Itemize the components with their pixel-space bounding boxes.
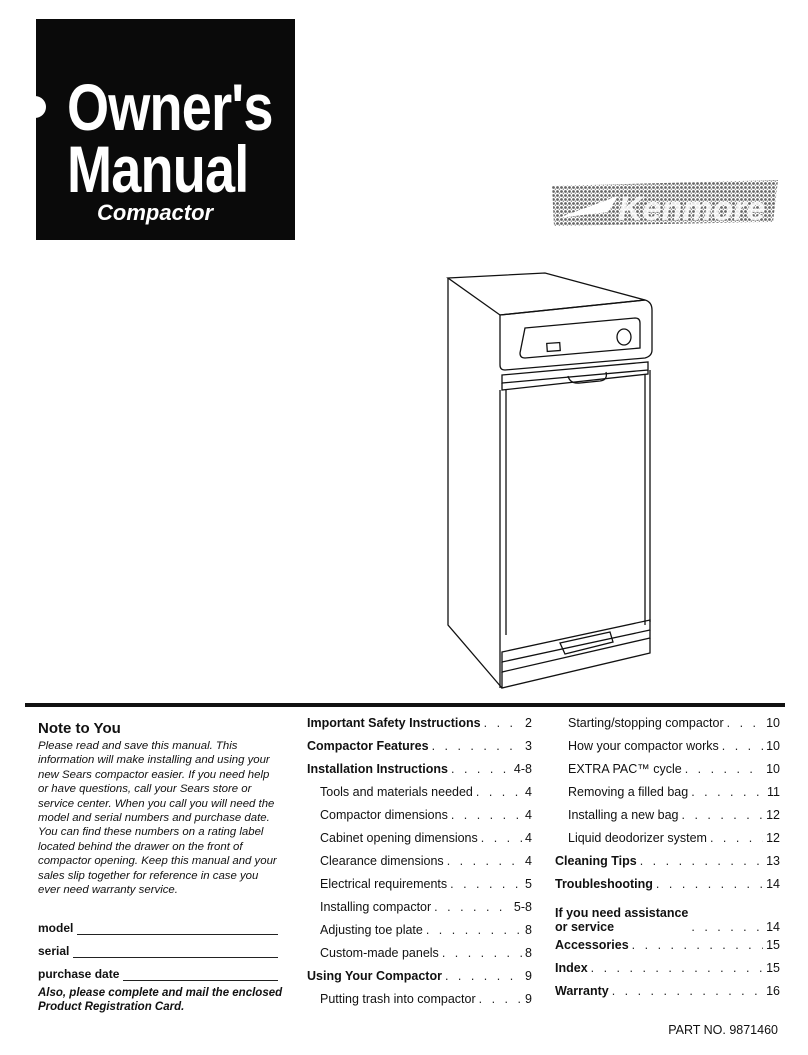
toc-entry[interactable] xyxy=(307,923,532,946)
toc-page: 16 xyxy=(766,984,780,998)
toc-page: 10 xyxy=(766,716,780,730)
toc-leader xyxy=(451,808,522,822)
toc-label: Clearance dimensions xyxy=(320,854,444,868)
toc-leader xyxy=(481,831,522,845)
toc-entry[interactable] xyxy=(307,877,532,900)
toc-page: 2 xyxy=(525,716,532,730)
note-title: Note to You xyxy=(38,720,121,737)
toc-leader xyxy=(632,938,763,952)
toc-leader xyxy=(691,920,763,934)
kenmore-logo-icon xyxy=(548,178,783,230)
toc-page: 15 xyxy=(766,938,780,952)
toc-label: Warranty xyxy=(555,984,609,998)
toc-page: 10 xyxy=(766,739,780,753)
toc-label: Installing compactor xyxy=(320,900,432,914)
note-section xyxy=(38,720,278,897)
toc-entry[interactable] xyxy=(555,716,780,739)
toc-label: Compactor Features xyxy=(307,739,429,753)
toc-label: Liquid deodorizer system xyxy=(568,831,707,845)
toc-leader xyxy=(451,762,511,776)
toc-entry[interactable] xyxy=(555,984,780,1007)
toc-leader xyxy=(476,785,522,799)
title-manual: Manual xyxy=(67,132,249,206)
toc-entry[interactable] xyxy=(307,946,532,969)
toc-label: Electrical requirements xyxy=(320,877,448,891)
toc-label: Index xyxy=(555,961,588,975)
toc-page: 4 xyxy=(525,854,532,868)
toc-page: 9 xyxy=(525,992,532,1006)
serial-field[interactable] xyxy=(38,935,278,958)
note-body: Please read and save this manual. This information will make installing and using your new Sears compactor easier. If you need help or have questions, call your Sears store or service center. When you call you will need the model and serial numbers and purchase date. You can find these numbers on a rating label located behind the drawer on the front of compactor opening. Keep this manual and your sales slip together for reference in case you ever need warranty service. xyxy=(38,740,277,897)
toc-label: Compactor dimensions xyxy=(320,808,448,822)
toc-label: Removing a filled bag xyxy=(568,785,689,799)
toc-label-line1: If you need assistance xyxy=(555,906,689,920)
toc-entry[interactable] xyxy=(307,739,532,762)
toc-leader xyxy=(727,716,763,730)
registration-fields xyxy=(38,912,278,981)
toc-page: 15 xyxy=(766,961,780,975)
toc-label: Using Your Compactor xyxy=(307,969,442,983)
toc-entry[interactable] xyxy=(555,961,780,984)
purchase-date-label: purchase date xyxy=(38,967,120,981)
toc-label: Custom-made panels xyxy=(320,946,439,960)
purchase-date-line[interactable] xyxy=(123,970,278,981)
toc-label: Tools and materials needed xyxy=(320,785,473,799)
toc-page: 4 xyxy=(525,785,532,799)
toc-leader xyxy=(722,739,763,753)
toc-label: Important Safety Instructions xyxy=(307,716,481,730)
toc-leader xyxy=(450,877,522,891)
toc-label: Adjusting toe plate xyxy=(320,923,423,937)
toc-entry[interactable] xyxy=(307,900,532,923)
toc-entry[interactable] xyxy=(555,739,780,762)
toc-page: 14 xyxy=(766,920,780,934)
title-notch-decoration xyxy=(28,96,46,118)
toc-label: Putting trash into compactor xyxy=(320,992,476,1006)
toc-label xyxy=(555,906,688,934)
toc-label: Starting/stopping compactor xyxy=(568,716,724,730)
toc-entry[interactable] xyxy=(307,992,532,1015)
toc-leader xyxy=(442,946,522,960)
toc-label: Cleaning Tips xyxy=(555,854,637,868)
toc-leader xyxy=(710,831,763,845)
toc-column-2 xyxy=(555,716,780,1007)
toc-leader xyxy=(656,877,763,891)
part-number: PART NO. 9871460 xyxy=(668,1023,778,1037)
toc-page: 12 xyxy=(766,808,780,822)
toc-label-line2: or service xyxy=(555,920,615,934)
toc-entry[interactable] xyxy=(555,831,780,854)
registration-reminder: Also, please complete and mail the enclosed Product Registration Card. xyxy=(38,987,283,1013)
purchase-date-field[interactable] xyxy=(38,958,278,981)
compactor-illustration xyxy=(440,270,660,690)
serial-line[interactable] xyxy=(73,947,278,958)
toc-page: 8 xyxy=(525,946,532,960)
toc-page: 14 xyxy=(766,877,780,891)
model-field[interactable] xyxy=(38,912,278,935)
toc-page: 3 xyxy=(525,739,532,753)
toc-entry[interactable] xyxy=(307,716,532,739)
toc-entry[interactable] xyxy=(555,785,780,808)
title-subtitle: Compactor xyxy=(97,200,214,225)
toc-page: 4-8 xyxy=(513,762,532,776)
serial-label: serial xyxy=(38,944,70,958)
toc-leader xyxy=(484,716,522,730)
toc-leader xyxy=(432,739,522,753)
toc-leader xyxy=(434,900,511,914)
toc-page: 5 xyxy=(525,877,532,891)
toc-column-1 xyxy=(307,716,532,1015)
toc-entry[interactable] xyxy=(307,762,532,785)
toc-page: 4 xyxy=(525,808,532,822)
section-divider xyxy=(25,703,785,707)
toc-label: Installing a new bag xyxy=(568,808,679,822)
toc-entry[interactable] xyxy=(307,831,532,854)
title-owners: Owner's xyxy=(67,70,273,144)
toc-label: Troubleshooting xyxy=(555,877,653,891)
toc-leader xyxy=(445,969,522,983)
toc-label: Cabinet opening dimensions xyxy=(320,831,478,845)
toc-entry[interactable] xyxy=(555,900,780,938)
toc-label: Accessories xyxy=(555,938,629,952)
model-label: model xyxy=(38,921,74,935)
toc-leader xyxy=(682,808,764,822)
toc-label: How your compactor works xyxy=(568,739,719,753)
toc-leader xyxy=(691,785,764,799)
toc-entry[interactable] xyxy=(555,854,780,877)
toc-entry[interactable] xyxy=(555,808,780,831)
toc-leader xyxy=(685,762,763,776)
toc-leader xyxy=(447,854,522,868)
toc-leader xyxy=(426,923,522,937)
toc-page: 11 xyxy=(767,785,780,799)
toc-leader xyxy=(591,961,763,975)
model-line[interactable] xyxy=(77,924,278,935)
toc-label: EXTRA PAC™ cycle xyxy=(568,762,682,776)
toc-page: 10 xyxy=(766,762,780,776)
toc-entry[interactable] xyxy=(555,877,780,900)
toc-page: 9 xyxy=(525,969,532,983)
toc-entry[interactable] xyxy=(307,785,532,808)
toc-entry[interactable] xyxy=(307,808,532,831)
toc-page: 13 xyxy=(766,854,780,868)
svg-text:Kenmore: Kenmore xyxy=(618,190,766,228)
toc-entry[interactable] xyxy=(307,969,532,992)
toc-label: Installation Instructions xyxy=(307,762,448,776)
toc-leader xyxy=(640,854,763,868)
toc-entry[interactable] xyxy=(555,938,780,961)
toc-leader xyxy=(612,984,763,998)
toc-entry[interactable] xyxy=(555,762,780,785)
toc-leader xyxy=(479,992,522,1006)
brand-logo xyxy=(548,178,783,230)
toc-page: 12 xyxy=(766,831,780,845)
toc-page: 5-8 xyxy=(513,900,532,914)
toc-entry[interactable] xyxy=(307,854,532,877)
toc-page: 8 xyxy=(525,923,532,937)
toc-page: 4 xyxy=(525,831,532,845)
